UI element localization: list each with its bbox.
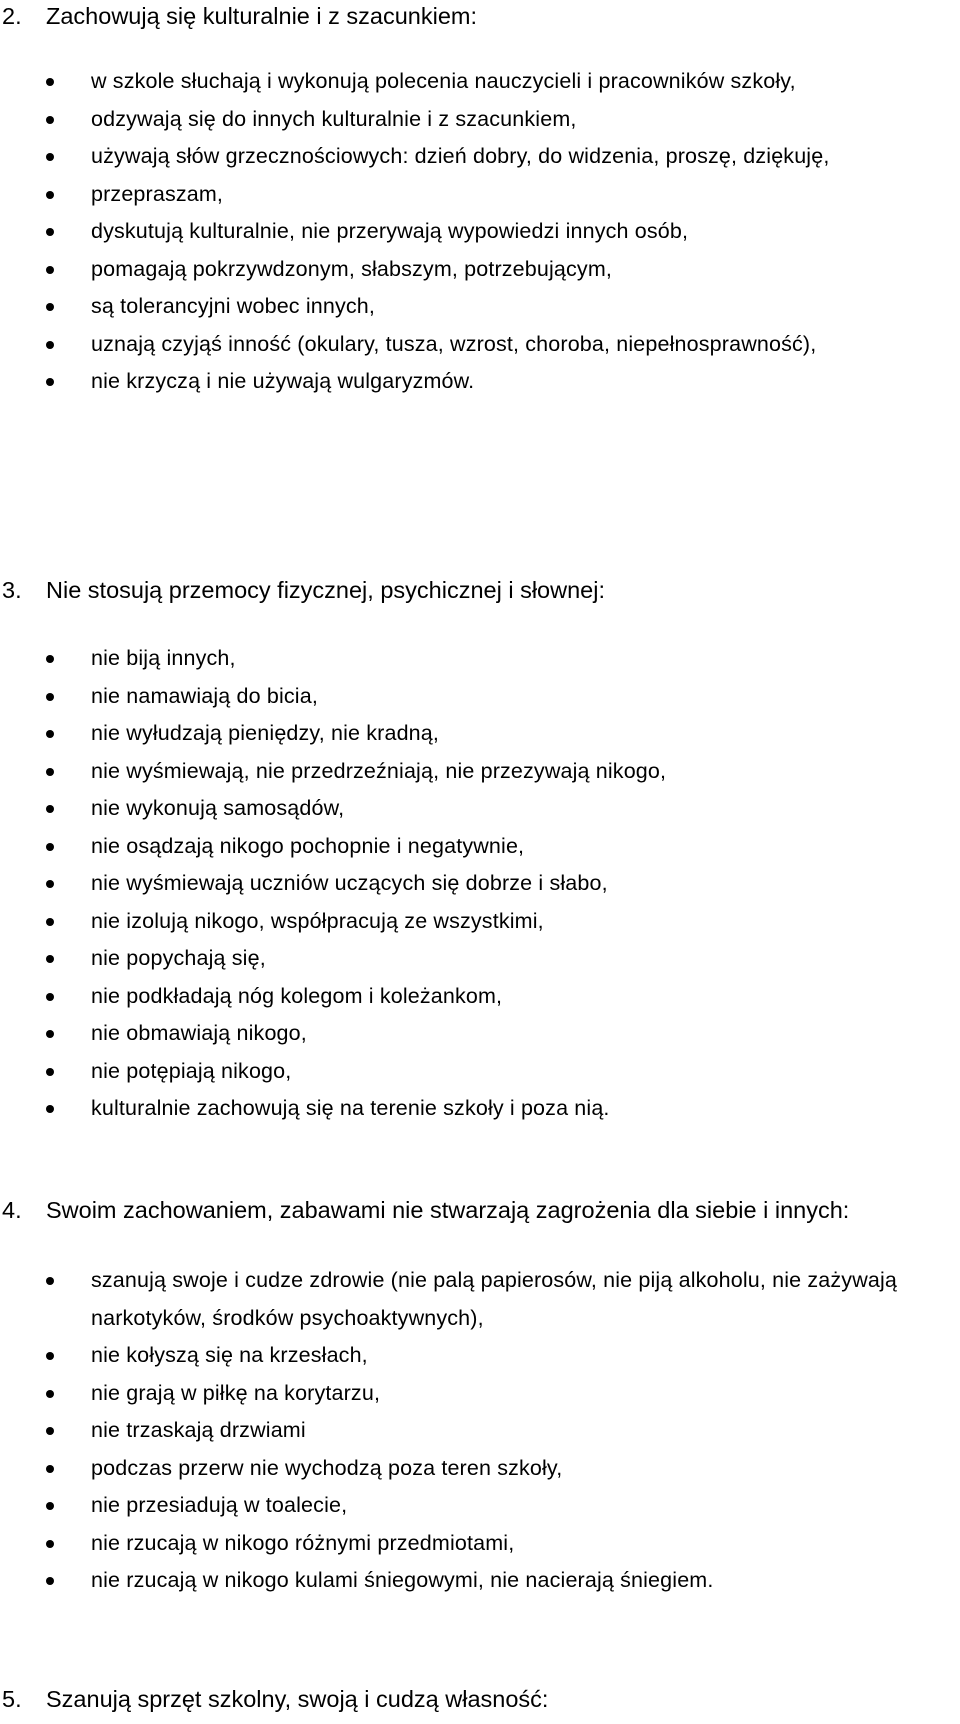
- list-item-text: nie rzucają w nikogo różnymi przedmiotami,: [91, 1530, 515, 1555]
- section-heading: [0, 571, 960, 609]
- section-heading: [0, 0, 960, 35]
- section-number: 5.: [2, 1686, 22, 1712]
- list-item: [0, 1450, 960, 1488]
- list-item: [0, 1090, 960, 1128]
- section-3: [0, 571, 960, 1128]
- list-item: [0, 903, 960, 941]
- bullet-icon: [46, 1390, 54, 1398]
- bullet-icon: [46, 1068, 54, 1076]
- list-item: [0, 978, 960, 1016]
- bullet-icon: [46, 1540, 54, 1548]
- section-number: 2.: [2, 3, 22, 29]
- bullet-icon: [46, 655, 54, 663]
- bullet-icon: [46, 1277, 54, 1285]
- list-item-text: nie wyłudzają pieniędzy, nie kradną,: [91, 721, 440, 745]
- list-item-text: dyskutują kulturalnie, nie przerywają wypowiedzi innych osób,: [91, 219, 689, 243]
- section-title: Szanują sprzęt szkolny, swoją i cudzą własność:: [46, 1686, 549, 1712]
- list-item-text: nie izolują nikogo, współpracują ze wszystkimi,: [91, 908, 544, 933]
- list-item-text: nie rzucają w nikogo kulami śniegowymi, nie nacierają śniegiem.: [91, 1568, 714, 1592]
- bullet-icon: [46, 1352, 54, 1360]
- list-item-text: nie grają w piłkę na korytarzu,: [91, 1380, 381, 1405]
- list-item: [0, 1487, 960, 1525]
- list-item-text: nie wyśmiewają, nie przedrzeźniają, nie przezywają nikogo,: [91, 758, 667, 783]
- list-item-text: szanują swoje i cudze zdrowie (nie palą papierosów, nie piją alkoholu, nie zażywają narkotyków, środków psychoaktywnych),: [91, 1268, 898, 1330]
- bullet-icon: [46, 993, 54, 1001]
- list-item-text: odzywają się do innych kulturalnie i z szacunkiem,: [91, 106, 577, 131]
- list-item: [0, 176, 960, 214]
- bullet-icon: [46, 768, 54, 776]
- list-item-text: nie kołyszą się na krzesłach,: [91, 1343, 368, 1367]
- list-item-text: nie podkładają nóg kolegom i koleżankom,: [91, 983, 503, 1008]
- list-item: [0, 678, 960, 716]
- list-item-text: nie wyśmiewają uczniów uczących się dobrze i słabo,: [91, 871, 608, 895]
- section-number: 3.: [2, 577, 22, 603]
- list-item-text: nie krzyczą i nie używają wulgaryzmów.: [91, 369, 475, 393]
- list-item: [0, 865, 960, 903]
- list-item: [0, 1412, 960, 1450]
- bullet-icon: [46, 730, 54, 738]
- list-item-text: nie biją innych,: [91, 646, 236, 670]
- list-item: [0, 1525, 960, 1563]
- bullet-icon: [46, 693, 54, 701]
- bullet-icon: [46, 1427, 54, 1435]
- bullet-icon: [46, 153, 54, 161]
- list-item-text: nie osądzają nikogo pochopnie i negatywnie,: [91, 833, 525, 858]
- bullet-icon: [46, 191, 54, 199]
- section-title: Nie stosują przemocy fizycznej, psychicznej i słownej:: [46, 577, 605, 603]
- list-item-text: używają słów grzecznościowych: dzień dobry, do widzenia, proszę, dziękuję,: [91, 144, 830, 168]
- bullet-icon: [46, 1465, 54, 1473]
- bullet-icon: [46, 918, 54, 926]
- bullet-icon: [46, 116, 54, 124]
- list-item: [0, 213, 960, 251]
- list-item: [0, 790, 960, 828]
- list-item-text: uznają czyjąś inność (okulary, tusza, wzrost, choroba, niepełnosprawność),: [91, 331, 817, 356]
- list-item: [0, 138, 960, 176]
- list-item-text: są tolerancyjni wobec innych,: [91, 294, 375, 318]
- list-item: [0, 1375, 960, 1413]
- section-title: Zachowują się kulturalnie i z szacunkiem:: [46, 3, 478, 29]
- list-item: [0, 1053, 960, 1091]
- list-item-text: pomagają pokrzywdzonym, słabszym, potrzebującym,: [91, 256, 613, 281]
- list-item-text: podczas przerw nie wychodzą poza teren szkoły,: [91, 1455, 563, 1480]
- list-item-text: w szkole słuchają i wykonują polecenia nauczycieli i pracowników szkoły,: [91, 69, 796, 93]
- list-item-text: kulturalnie zachowują się na terenie szkoły i poza nią.: [91, 1096, 610, 1120]
- bullet-icon: [46, 266, 54, 274]
- bullet-icon: [46, 303, 54, 311]
- list-item: [0, 363, 960, 401]
- list-item-text: nie przesiadują w toalecie,: [91, 1493, 348, 1517]
- bullet-icon: [46, 228, 54, 236]
- section-2: [0, 0, 960, 401]
- section-5: [0, 1680, 960, 1718]
- list-item-text: nie wykonują samosądów,: [91, 796, 345, 820]
- list-item: [0, 1562, 960, 1600]
- list-item-text: nie trzaskają drzwiami: [91, 1418, 306, 1442]
- list-item: [0, 715, 960, 753]
- bullet-icon: [46, 341, 54, 349]
- section-heading: [0, 1191, 960, 1229]
- bullet-icon: [46, 805, 54, 813]
- bullet-icon: [46, 1502, 54, 1510]
- list-item: [0, 1262, 960, 1337]
- list-item: [0, 101, 960, 139]
- bullet-icon: [46, 378, 54, 386]
- bullet-icon: [46, 1577, 54, 1585]
- bullet-icon: [46, 880, 54, 888]
- list-item: [0, 251, 960, 289]
- list-item-text: nie namawiają do bicia,: [91, 683, 318, 708]
- section-number: 4.: [2, 1197, 22, 1223]
- list-item: [0, 288, 960, 326]
- bullet-list: [0, 63, 960, 401]
- list-item-text: przepraszam,: [91, 181, 224, 206]
- section-4: [0, 1191, 960, 1600]
- list-item-text: nie obmawiają nikogo,: [91, 1021, 307, 1045]
- list-item-text: nie popychają się,: [91, 946, 266, 970]
- bullet-icon: [46, 78, 54, 86]
- list-item: [0, 940, 960, 978]
- list-item: [0, 63, 960, 101]
- list-item: [0, 1337, 960, 1375]
- list-item: [0, 1015, 960, 1053]
- list-item: [0, 828, 960, 866]
- bullet-icon: [46, 955, 54, 963]
- section-title: Swoim zachowaniem, zabawami nie stwarzają zagrożenia dla siebie i innych:: [46, 1197, 850, 1223]
- bullet-list: [0, 640, 960, 1128]
- list-item: [0, 640, 960, 678]
- list-item-text: nie potępiają nikogo,: [91, 1058, 292, 1083]
- bullet-list: [0, 1262, 960, 1600]
- list-item: [0, 753, 960, 791]
- section-heading: [0, 1680, 960, 1718]
- bullet-icon: [46, 1105, 54, 1113]
- list-item: [0, 326, 960, 364]
- bullet-icon: [46, 843, 54, 851]
- bullet-icon: [46, 1030, 54, 1038]
